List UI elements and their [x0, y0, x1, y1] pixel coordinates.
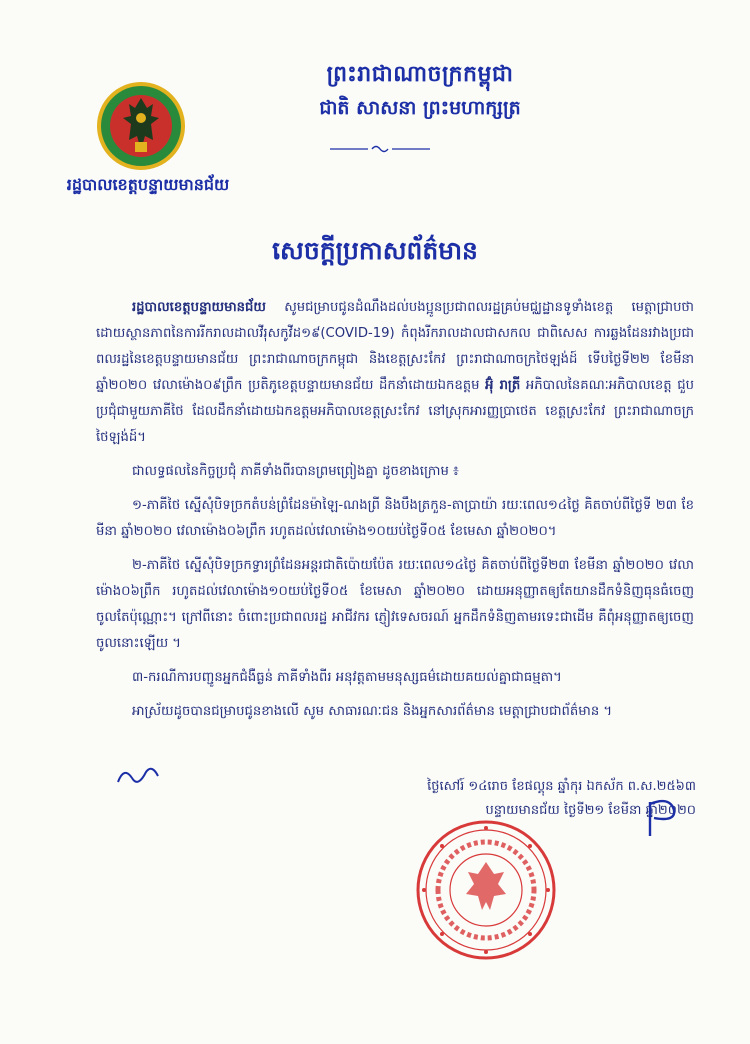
- kingdom-heading: ព្រះរាជាណាចក្រកម្ពុជា: [326, 61, 514, 87]
- lunar-date: ថ្ងៃសៅរ៍ ១៤រោច ខែផល្គុន ឆ្នាំកុរ ឯកស័ក ព.ស.២៥៦៣: [427, 779, 696, 794]
- agreement-item-2: ២-ភាគីថៃ ស្នើសុំបិទច្រកទ្វារព្រំដែនអន្តរជាតិប៉ោយប៉ែត រយៈពេល១៤ថ្ងៃ គិតចាប់ពីថ្ងៃទី២៣ ខែមីនា ឆ្នាំ២០២០ វេលាម៉ោង០៦ព្រឹក រហូតដល់វេលាម៉ោង១០យប់ថ្ងៃទី០៥ ខែមេសា ឆ្នាំ២០២០ ដោយអនុញ្ញាតឲ្យតែយានដឹកទំនិញធុនធំចេញចូលតែប៉ុណ្ណោះ។ ក្រៅពីនោះ ចំពោះប្រជាពលរដ្ឋ អាជីវករ ភ្ញៀវទេសចរណ៍ អ្នកដឹកទំនិញតាមរទេះជាដើម គឺពុំអនុញ្ញាតឲ្យចេញចូលនោះឡើយ ។: [96, 558, 694, 651]
- organization-name: រដ្ឋបាលខេត្តបន្ទាយមានជ័យ: [66, 175, 230, 194]
- provincial-emblem-icon: [95, 80, 187, 172]
- result-paragraph: ជាលទ្ធផលនៃកិច្ចប្រជុំ ភាគីទាំងពីរបានព្រមព្រៀងគ្នា ដូចខាងក្រោម ៖: [132, 464, 459, 479]
- agreement-item-3: ៣-ករណីការបញ្ជូនអ្នកជំងឺធ្ងន់ ភាគីទាំងពីរ អនុវត្តតាមមនុស្សធម៌ដោយគយល់គ្នាជាធម្មតា។: [132, 670, 562, 685]
- intro-text-continued: អភិបាលនៃគណៈអភិបាលខេត្ត ជួបប្រជុំជាមួយភាគីថៃ ដែលដឹកនាំដោយឯកឧត្តមអភិបាលខេត្តស្រះកែវ នៅស្រុកអារញ្ញប្រាថេត ខេត្តស្រះកែវ ព្រះរាជាណាចក្រថៃឡង់ដ៍។: [96, 378, 694, 445]
- document-body: [96, 295, 694, 733]
- intro-organization: រដ្ឋបាលខេត្តបន្ទាយមានជ័យ: [132, 300, 266, 315]
- agreement-item-1: ១-ភាគីថៃ ស្នើសុំបិទច្រកតំបន់ព្រំដែនម៉ាឡៃ-ណងព្រី និងបឹងត្រកួន-តាប្រាយ៉ា រយៈពេល១៤ថ្ងៃ គិតចាប់ពីថ្ងៃទី ២៣ ខែមីនា ឆ្នាំ២០២០ វេលាម៉ោង០៦ព្រឹក រហូតដល់វេលាម៉ោង១០យប់ថ្ងៃទី០៥ ខែមេសា ឆ្នាំ២០២០។: [96, 498, 694, 539]
- ornament-divider-icon: [330, 144, 430, 154]
- solar-date: បន្ទាយមានជ័យ ថ្ងៃទី២១ ខែមីនា ឆ្នាំ២០២០: [485, 803, 696, 818]
- official-seal-icon: [414, 818, 558, 962]
- governor-name: អ៊ុំ រាត្រី: [485, 378, 521, 393]
- national-motto: ជាតិ សាសនា ព្រះមហាក្សត្រ: [319, 97, 521, 119]
- intro-text: សូមជម្រាបជូនដំណឹងដល់បងប្អូនប្រជាពលរដ្ឋគ្រប់មជ្ឈដ្ឋានទូទាំងខេត្ត មេត្តាជ្រាបថា ដោយស្ថានភាពនៃការរីករាលដាលវីរុសកូវីដ១៩(COVID-19) កំពុងរីករាលដាលជាសកល ជាពិសេស ការឆ្លងដែនរវាងប្រជាពលរដ្ឋនៃខេត្តបន្ទាយមានជ័យ ព្រះរាជាណាចក្រកម្ពុជា និងខេត្តស្រះកែវ ព្រះរាជាណាចក្រថៃឡង់ដ៍ ទើបថ្ងៃទី២២ ខែមីនា ឆ្នាំ២០២០ វេលាម៉ោង០៩ព្រឹក ប្រតិភូខេត្តបន្ទាយមានជ័យ ដឹកនាំដោយឯកឧត្តម: [96, 300, 694, 393]
- signature-icon: [640, 792, 690, 842]
- closing-paragraph: អាស្រ័យដូចបានជម្រាបជូនខាងលើ សូម សាធារណៈជន និងអ្នកសារព័ត៌មាន មេត្តាជ្រាបជាព័ត៌មាន ។: [132, 704, 613, 719]
- handwritten-mark-icon: [112, 760, 172, 790]
- document-title: សេចក្តីប្រកាសព័ត៌មាន: [272, 236, 478, 265]
- intro-paragraph: [96, 295, 694, 451]
